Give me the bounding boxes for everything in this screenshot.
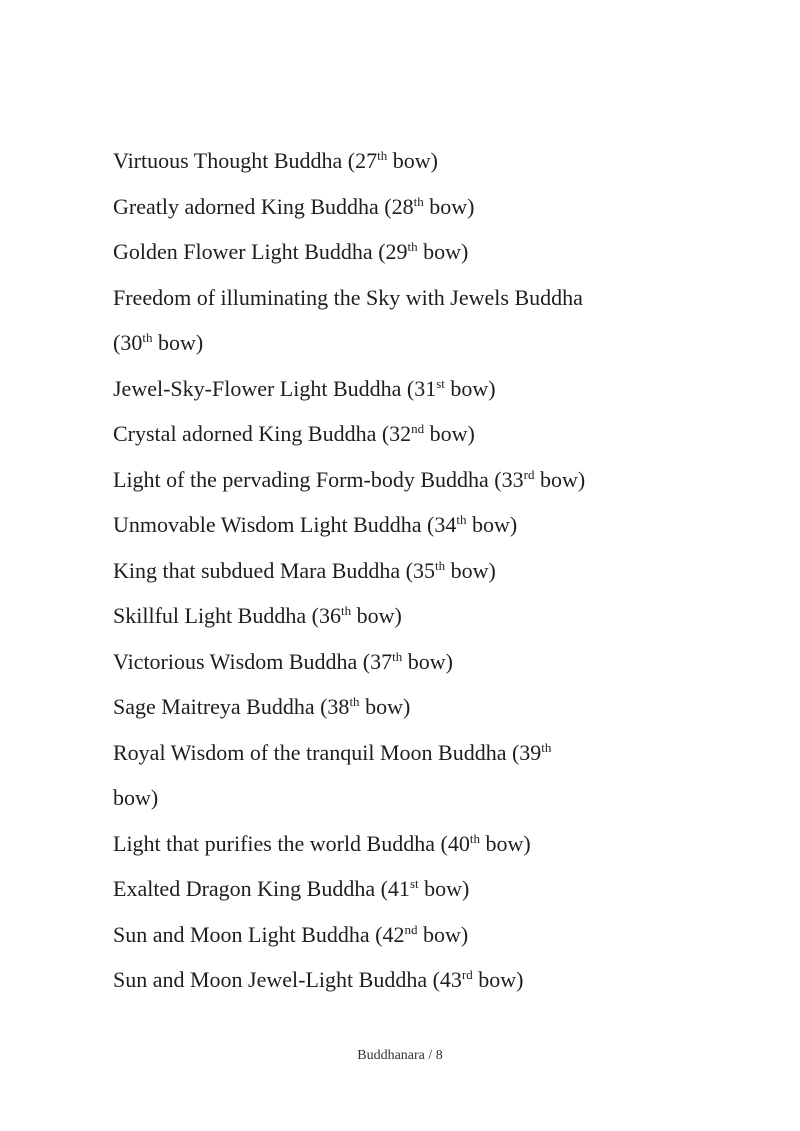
text-line: Greatly adorned King Buddha (28th bow) bbox=[113, 193, 475, 219]
text-line: Virtuous Thought Buddha (27th bow) bbox=[113, 148, 438, 173]
text-line: Unmovable Wisdom Light Buddha (34th bow) bbox=[113, 512, 518, 537]
text-line: bow) bbox=[113, 785, 159, 810]
text-line: King that subdued Mara Buddha (35th bow) bbox=[113, 557, 496, 583]
text-line: Light of the pervading Form-body Buddha (33rd bow) bbox=[113, 466, 586, 492]
page-body bbox=[113, 138, 713, 1003]
text-line: Sun and Moon Jewel-Light Buddha (43rd bow) bbox=[113, 967, 524, 992]
text-line: Sage Maitreya Buddha (38th bow) bbox=[113, 694, 411, 719]
text-line: Exalted Dragon King Buddha (41st bow) bbox=[113, 876, 470, 901]
text-line: Light that purifies the world Buddha (40th bow) bbox=[113, 830, 531, 856]
text-line: Royal Wisdom of the tranquil Moon Buddha (39th bbox=[113, 739, 552, 765]
page-footer: Buddhanara / 8 bbox=[357, 1048, 443, 1063]
text-line: (30th bow) bbox=[113, 330, 204, 355]
text-line: Freedom of illuminating the Sky with Jewels Buddha bbox=[113, 284, 583, 310]
text-line: Crystal adorned King Buddha (32nd bow) bbox=[113, 421, 475, 446]
text-line: Skillful Light Buddha (36th bow) bbox=[113, 603, 402, 628]
text-line: Jewel-Sky-Flower Light Buddha (31st bow) bbox=[113, 375, 496, 401]
text-line: Sun and Moon Light Buddha (42nd bow) bbox=[113, 921, 469, 947]
text-line: Golden Flower Light Buddha (29th bow) bbox=[113, 239, 469, 264]
text-line: Victorious Wisdom Buddha (37th bow) bbox=[113, 648, 453, 674]
